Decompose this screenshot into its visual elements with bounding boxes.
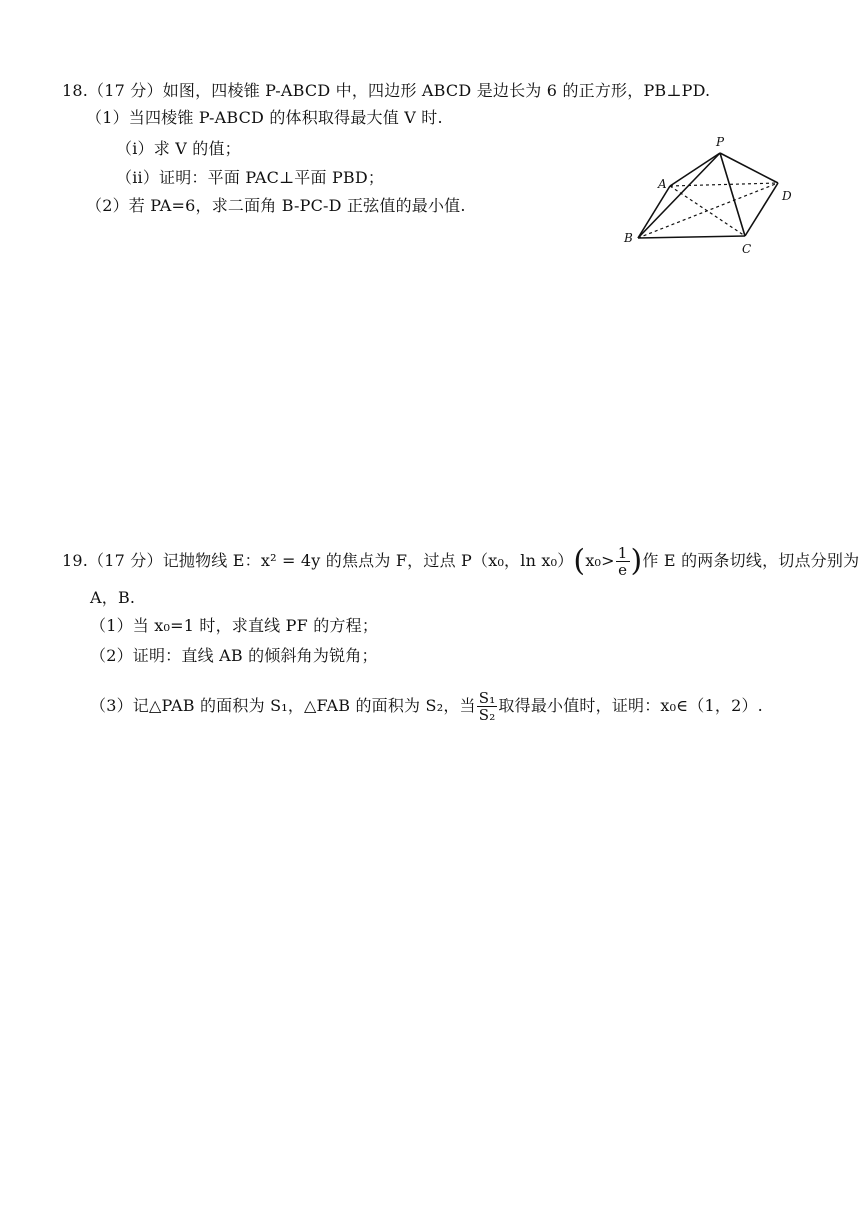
question-19-part-3-before: （3）记△PAB 的面积为 S₁，△FAB 的面积为 S₂，当 — [90, 696, 476, 715]
question-19-part-1: （1）当 x₀=1 时，求直线 PF 的方程； — [90, 616, 379, 635]
pyramid-figure — [610, 128, 800, 263]
question-19-part-3 — [90, 690, 763, 723]
vertex-label-b: B — [624, 231, 633, 245]
question-19-part-3-after: 取得最小值时，证明：x₀∈（1，2）. — [498, 696, 763, 715]
question-18-part-1-ii: （ii）证明：平面 PAC⊥平面 PBD； — [116, 168, 385, 187]
fraction-s1-over-s2-denominator: S₂ — [478, 706, 496, 724]
question-19-part-2: （2）证明：直线 AB 的倾斜角为锐角； — [90, 646, 378, 665]
fraction-one-over-e-denominator: e — [618, 561, 628, 579]
question-18-part-1: （1）当四棱锥 P-ABCD 的体积取得最大值 V 时. — [86, 108, 443, 127]
fraction-s1-over-s2 — [477, 690, 498, 723]
edge-cd — [745, 183, 778, 236]
edge-pb — [638, 153, 720, 238]
question-19-stem-continued: A，B. — [90, 588, 136, 607]
question-18-part-2: （2）若 PA=6，求二面角 B-PC-D 正弦值的最小值. — [86, 196, 466, 215]
question-19-stem-line — [62, 545, 859, 578]
question-18-stem: 18.（17 分）如图，四棱锥 P-ABCD 中，四边形 ABCD 是边长为 6 的正方形，PB⊥PD. — [62, 81, 711, 100]
edge-ab — [638, 186, 670, 238]
question-19-stem-after: 作 E 的两条切线，切点分别为 — [642, 551, 860, 570]
edge-pa — [670, 153, 720, 186]
vertex-label-p: P — [716, 135, 725, 149]
question-19-condition-prefix: x₀> — [585, 551, 615, 570]
edge-bc — [638, 236, 745, 238]
edge-pc — [720, 153, 745, 236]
edge-pd — [720, 153, 778, 183]
question-19-stem-before: 19.（17 分）记抛物线 E：x² = 4y 的焦点为 F，过点 P（x₀，ln x₀） — [62, 551, 574, 570]
fraction-one-over-e — [616, 545, 630, 578]
vertex-label-a: A — [658, 177, 667, 191]
edge-ad-hidden — [670, 183, 778, 186]
left-big-parenthesis: ( — [573, 543, 586, 579]
question-18-part-1-i: （i）求 V 的值； — [116, 139, 241, 158]
diagonal-bd-hidden — [638, 183, 778, 238]
right-big-parenthesis: ) — [630, 543, 643, 579]
fraction-one-over-e-numerator: 1 — [617, 544, 628, 562]
vertex-label-d: D — [782, 189, 792, 203]
vertex-label-c: C — [742, 242, 752, 256]
fraction-s1-over-s2-numerator: S₁ — [478, 689, 496, 707]
